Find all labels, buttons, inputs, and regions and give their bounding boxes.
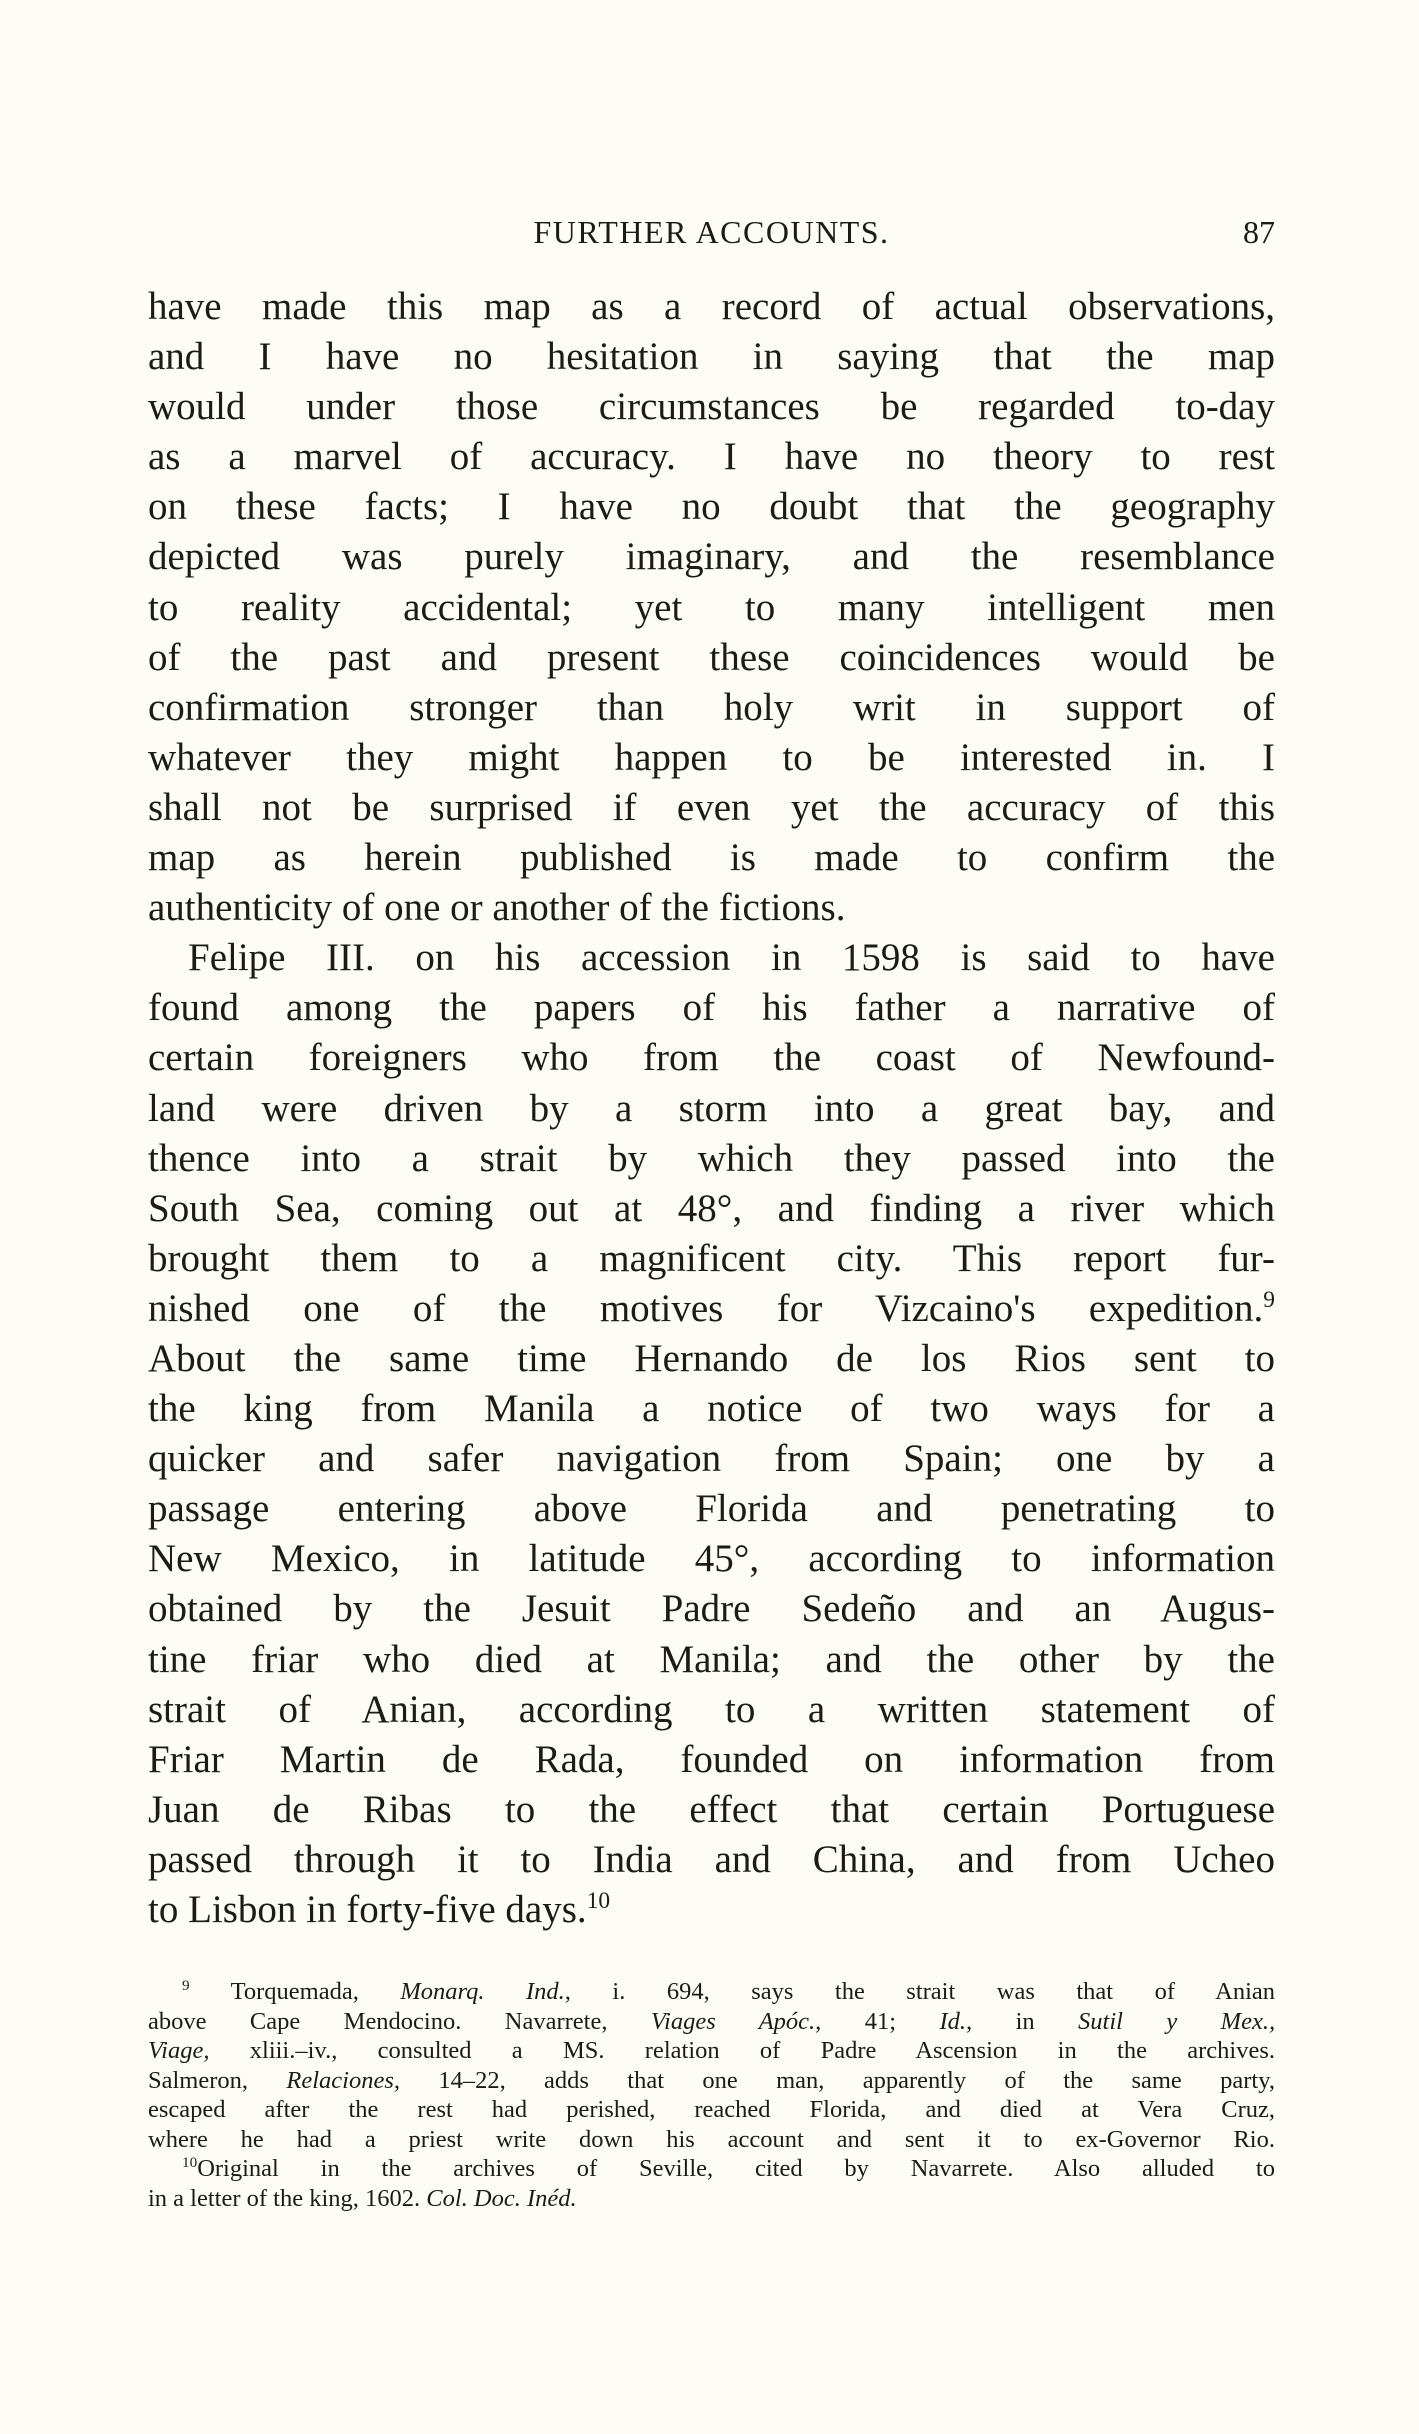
body-line: thence into a strait by which they passed into the xyxy=(148,1136,1275,1180)
body-line: found among the papers of his father a narrative of xyxy=(148,986,1275,1030)
footnote-10-line: $^{10}$Original in the archives of Seville, cited by Navarrete. Also alluded to xyxy=(182,2153,1275,2182)
body-line: to reality accidental; yet to many intelligent men xyxy=(148,585,1275,629)
body-line: as a marvel of accuracy. I have no theory to rest xyxy=(148,435,1275,479)
body-line: authenticity of one or another of the fictions. xyxy=(148,886,846,930)
body-line: shall not be surprised if even yet the accuracy of this xyxy=(148,785,1275,829)
body-line: Friar Martin de Rada, founded on information from xyxy=(148,1737,1275,1781)
footnotes xyxy=(148,1977,1275,2213)
page-number: 87 xyxy=(1243,214,1275,250)
footnote-ref-10: 10 xyxy=(586,1888,611,1914)
body-line: tine friar who died at Manila; and the other by the xyxy=(148,1637,1275,1681)
footnote-9-line: Salmeron, Relaciones, 14–22, adds that one man, apparently of the same party, xyxy=(148,2066,1276,2094)
footnote-9-mark: 9 xyxy=(182,1976,190,1994)
footnote-10-mark: 10 xyxy=(182,2153,198,2171)
running-head xyxy=(148,210,1275,254)
footnote-10-line: in a letter of the king, 1602. Col. Doc. Inéd. xyxy=(148,2184,577,2212)
footnote-9-line: Viage, xliii.–iv., consulted a MS. relation of Padre Ascension in the archives. xyxy=(148,2037,1275,2064)
body-line: obtained by the Jesuit Padre Sedeño and an Augus- xyxy=(148,1587,1275,1631)
body-line: land were driven by a storm into a great bay, and xyxy=(148,1086,1275,1130)
body-line: passed through it to India and China, and from Ucheo xyxy=(148,1837,1275,1881)
body-line: of the past and present these coincidences would be xyxy=(148,635,1275,679)
body-line: on these facts; I have no doubt that the geography xyxy=(148,485,1275,529)
body-line: South Sea, coming out at 48°, and finding a river which xyxy=(148,1186,1275,1230)
body-line xyxy=(148,1284,1275,1334)
body-line: Felipe III. on his accession in 1598 is said to have xyxy=(188,936,1275,980)
footnote-9-line: escaped after the rest had perished, reached Florida, and died at Vera Cruz, xyxy=(148,2096,1275,2123)
body-line: map as herein published is made to confirm the xyxy=(148,836,1275,880)
footnote-ref-9: 9 xyxy=(1263,1286,1275,1313)
body-line: quicker and safer navigation from Spain; one by a xyxy=(148,1437,1275,1481)
body-line: depicted was purely imaginary, and the resemblance xyxy=(148,535,1275,579)
body-line: have made this map as a record of actual observations, xyxy=(148,285,1275,328)
body-line-text: to Lisbon in forty-five days. xyxy=(148,1888,587,1931)
footnote-9-line: above Cape Mendocino. Navarrete, Viages Apóc., 41; Id., in Sutil y Mex., xyxy=(148,2007,1276,2035)
body-line: New Mexico, in latitude 45°, according to information xyxy=(148,1537,1275,1581)
body-line: would under those circumstances be regarded to-day xyxy=(148,385,1275,429)
body-line: brought them to a magnificent city. This report fur- xyxy=(148,1236,1275,1280)
body-line: the king from Manila a notice of two ways for a xyxy=(148,1387,1275,1431)
body-line: and I have no hesitation in saying that the map xyxy=(148,335,1275,379)
body-line: strait of Anian, according to a written statement of xyxy=(148,1687,1275,1731)
body-line: certain foreigners who from the coast of Newfound- xyxy=(148,1036,1275,1080)
footnote-9-line: where he had a priest write down his account and sent it to ex-Governor Rio. xyxy=(148,2125,1275,2153)
body-line: Juan de Ribas to the effect that certain Portuguese xyxy=(148,1787,1275,1831)
running-title: FURTHER ACCOUNTS. xyxy=(533,214,890,250)
body-line xyxy=(148,1885,1275,1935)
body-line: confirmation stronger than holy writ in support of xyxy=(148,685,1275,729)
footnote-9-line: $^9$ Torquemada, Monarq. Ind., i. 694, says the strait was that of Anian xyxy=(182,1976,1276,2005)
book-page xyxy=(148,0,1275,2434)
body-text xyxy=(148,282,1275,1935)
body-line: whatever they might happen to be interested in. I xyxy=(148,735,1275,779)
body-line: passage entering above Florida and penetrating to xyxy=(148,1487,1275,1531)
body-line-text: nished one of the motives for Vizcaino's expedition. xyxy=(148,1286,1264,1330)
body-line: About the same time Hernando de los Rios sent to xyxy=(148,1336,1275,1380)
